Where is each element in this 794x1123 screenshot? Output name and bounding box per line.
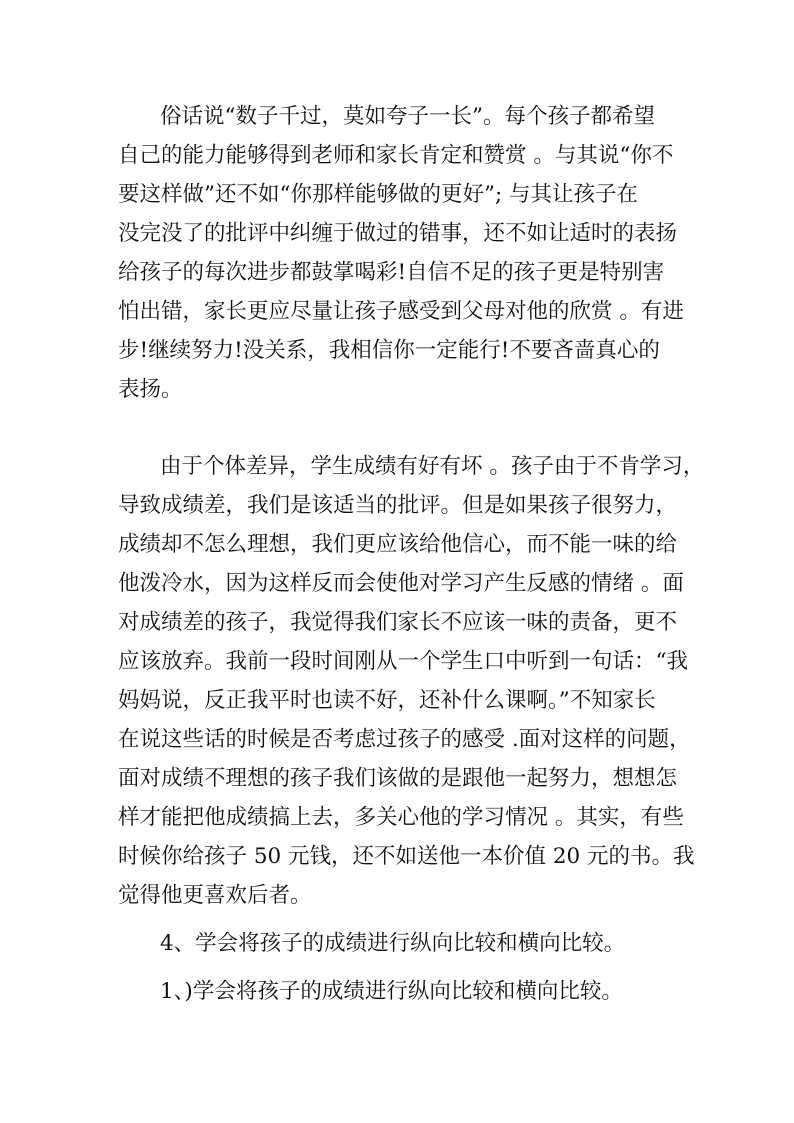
paragraph-1-line: 怕出错，家长更应尽量让孩子感受到父母对他的欣赏 。有进 [118, 299, 684, 324]
paragraph-1-line: 表扬。 [118, 377, 183, 402]
paragraph-2-line: 觉得他更喜欢后者。 [118, 883, 312, 908]
paragraph-1-line: 自己的能力能够得到老师和家长肯定和赞赏 。与其说“你不 [118, 143, 674, 168]
subsection-heading-1: 1、)学会将孩子的成绩进行纵向比较和横向比较。 [160, 979, 623, 1004]
paragraph-2-line: 时候你给孩子 50 元钱，还不如送他一本价值 20 元的书。我 [118, 844, 695, 869]
paragraph-2-line: 他泼冷水，因为这样反而会使他对学习产生反感的情绪 。面 [118, 571, 684, 596]
paragraph-2-line: 妈妈说，反正我平时也读不好，还补什么课啊。”不知家长 [118, 688, 656, 713]
paragraph-2-line: 样才能把他成绩搞上去，多关心他的学习情况 。其实，有些 [118, 805, 684, 830]
paragraph-2-line: 面对成绩不理想的孩子我们该做的是跟他一起努力，想想怎 [118, 766, 678, 791]
paragraph-2-line: 导致成绩差，我们是该适当的批评。但是如果孩子很努力， [118, 493, 678, 518]
paragraph-1-line: 要这样做”还不如“你那样能够做的更好”; 与其让孩子在 [118, 182, 639, 207]
section-heading-4: 4、学会将孩子的成绩进行纵向比较和横向比较。 [160, 931, 626, 956]
paragraph-2-line: 由于个体差异，学生成绩有好有坏 。孩子由于不肯学习， [160, 454, 705, 479]
paragraph-1-line: 给孩子的每次进步都鼓掌喝彩!自信不足的孩子更是特别害 [118, 260, 665, 285]
paragraph-2-line: 成绩却不怎么理想，我们更应该给他信心，而不能一味的给 [118, 532, 678, 557]
paragraph-1-line: 俗话说“数子千过，莫如夸子一长”。每个孩子都希望 [160, 104, 655, 129]
paragraph-2-line: 在说这些话的时候是否考虑过孩子的感受 .面对这样的问题， [118, 727, 691, 752]
paragraph-2-line: 对成绩差的孩子，我觉得我们家长不应该一味的责备，更不 [118, 610, 678, 635]
paragraph-1-line: 没完没了的批评中纠缠于做过的错事，还不如让适时的表扬 [118, 221, 678, 246]
paragraph-1-line: 步!继续努力!没关系，我相信你一定能行!不要吝啬真心的 [118, 338, 660, 363]
paragraph-2-line: 应该放弃。我前一段时间刚从一个学生口中听到一句话：“我 [118, 649, 688, 674]
